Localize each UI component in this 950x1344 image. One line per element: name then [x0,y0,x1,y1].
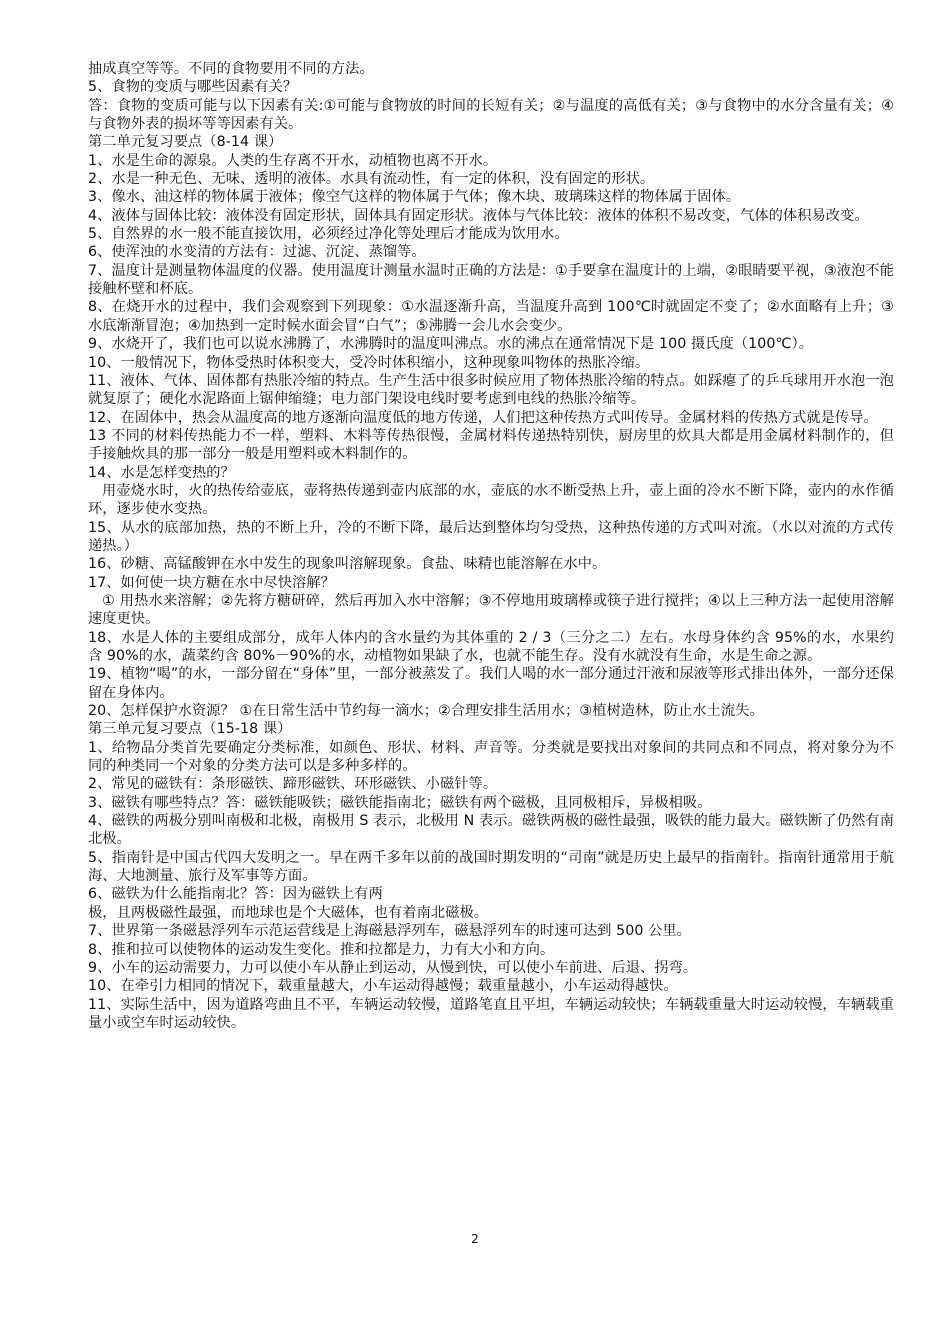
list-item: 4、液体与固体比较：液体没有固定形状，固体具有固定形状。液体与气体比较：液体的体积不易改变，气体的体积易改变。 [88,207,869,224]
list-item: 1、水是生命的源泉。人类的生存离不开水，动植物也离不开水。 [88,152,498,169]
list-item: 1、给物品分类首先要确定分类标准，如颜色、形状、材料、声音等。分类就是要找出对象间的共同点和不同点，将对象分为不同的种类同一个对象的分类方法可以是多种多样的。 [88,739,894,775]
list-item: 5、自然界的水一般不能直接饮用，必须经过净化等处理后才能成为饮用水。 [88,226,569,243]
list-item: 11、液体、气体、固体都有热胀冷缩的特点。生产生活中很多时候应用了物体热胀冷缩的特点。如踩瘪了的乒乓球用开水泡一泡就复原了；硬化水泥路面上锯伸缩缝；电力部门架设电线时要考虑到电线的热胀冷缩等。 [88,372,894,408]
list-item: 8、推和拉可以使物体的运动发生变化。推和拉都是力，力有大小和方向。 [88,941,555,958]
list-item: 17、如何使一块方糖在水中尽快溶解？ [88,574,335,591]
list-item: 7、世界第一条磁悬浮列车示范运营线是上海磁悬浮列车，磁悬浮列车的时速可达到 500 公里。 [88,923,691,940]
list-item: 8、在烧开水的过程中，我们会观察到下列现象：①水温逐渐升高，当温度升高到 100℃时就固定不变了；②水面略有上升；③水底渐渐冒泡；④加热到一定时候水面会冒“白气”；⑤沸腾一会儿水会变少。 [88,299,894,334]
list-item: 2、水是一种无色、无味、透明的液体。水具有流动性，有一定的体积，没有固定的形状。 [88,171,655,188]
list-item: 20、怎样保护水资源？ ①在日常生活中节约每一滴水；②合理安排生活用水；③植树造林，防止水土流失。 [88,703,764,720]
list-item: 5、指南针是中国古代四大发明之一。早在两千多年以前的战国时期发明的“司南”就是历史上最早的指南针。指南针通常用于航海、大地测量、旅行及军事等方面。 [88,849,894,885]
text-line: 抽成真空等等。不同的食物要用不同的方法。 [88,61,374,77]
list-item: 6、磁铁为什么能指南北？答：因为磁铁上有两 [88,886,383,903]
list-item: 7、温度计是测量物体温度的仪器。使用温度计测量水温时正确的方法是：①手要拿在温度计的上端，②眼睛要平视，③液泡不能接触杯壁和杯底。 [88,262,894,298]
list-item: 14、水是怎样变热的？ [88,464,235,481]
list-item: 3、像水、油这样的物体属于液体；像空气这样的物体属于气体；像木块、玻璃珠这样的物体属于固体。 [88,189,741,206]
list-item: 3、磁铁有哪些特点？答：磁铁能吸铁；磁铁能指南北；磁铁有两个磁极，且同极相斥，异极相吸。 [88,794,712,811]
page-number: 2 [471,1232,479,1246]
document-body [88,60,894,1032]
answer-paragraph: 用壶烧水时，火的热传给壶底，壶将热传递到壶内底部的水，壶底的水不断受热上升，壶上面的冷水不断下降，壶内的水作循环，逐步使水变热。 [88,482,894,518]
list-item: 11、实际生活中，因为道路弯曲且不平，车辆运动较慢，道路笔直且平坦，车辆运动较快；车辆载重量大时运动较慢，车辆载重量小或空车时运动较快。 [88,996,894,1031]
list-item: 10、一般情况下，物体受热时体积变大，受冷时体积缩小，这种现象叫物体的热胀冷缩。 [88,354,650,371]
list-item: 19、植物“喝”的水，一部分留在“身体”里，一部分被蒸发了。我们人喝的水一部分通过汗液和尿液等形式排出体外，一部分还保留在身体内。 [88,666,894,701]
answer-paragraph: ① 用热水来溶解；②先将方糖研碎，然后再加入水中溶解；③不停地用玻璃棒或筷子进行搅拌；④以上三种方法一起使用溶解速度更快。 [88,592,894,628]
list-item: 4、磁铁的两极分别叫南极和北极，南极用 S 表示，北极用 N 表示。磁铁两极的磁性最强，吸铁的能力最大。磁铁断了仍然有南北极。 [88,813,894,848]
list-item: 10、在牵引力相同的情况下，载重量越大，小车运动得越慢；载重量越小，小车运动得越快。 [88,978,678,995]
answer-5: 答：食物的变质可能与以下因素有关:①可能与食物放的时间的长短有关；②与温度的高低有关；③与食物中的水分含量有关；④与食物外表的损坏等等因素有关。 [88,97,894,133]
list-item: 16、砂糖、高锰酸钾在水中发生的现象叫溶解现象。食盐、味精也能溶解在水中。 [88,556,607,573]
question-5: 5、食物的变质与哪些因素有关？ [88,79,298,96]
list-item: 9、小车的运动需要力，力可以使小车从静止到运动，从慢到快，可以使小车前进、后退、拐弯。 [88,959,698,976]
list-item: 15、从水的底部加热，热的不断上升，冷的不断下降，最后达到整体均匀受热，这种热传递的方式叫对流。（水以对流的方式传递热。） [88,519,894,554]
list-item: 6、使浑浊的水变清的方法有：过滤、沉淀、蒸馏等。 [88,244,426,261]
list-item: 18、水是人体的主要组成部分，成年人体内的含水量约为其体重的 2 / 3（三分之二）左右。水母身体约含 95%的水，水果约含 90%的水，蔬菜约含 80%－90%的水，动植物如果缺了水，也就不能生存。没有水就没有生命，水是生命之源。 [88,629,894,664]
list-item-continuation: 极，且两极磁性最强，而地球也是个大磁体，也有着南北磁极。 [88,904,489,921]
section-heading-unit-3: 第三单元复习要点（15-18 课） [88,721,292,738]
list-item: 13 不同的材料传热能力不一样，塑料、木料等传热很慢，金属材料传递热特别快，厨房里的炊具大都是用金属材料制作的，但手接触炊具的那一部分一般是用塑料或木料制作的。 [88,427,894,463]
list-item: 12、在固体中，热会从温度高的地方逐渐向温度低的地方传递，人们把这种传热方式叫传导。金属材料的传热方式就是传导。 [88,409,878,426]
list-item: 9、水烧开了，我们也可以说水沸腾了，水沸腾时的温度叫沸点。水的沸点在通常情况下是 100 摄氏度（100℃）。 [88,336,813,353]
section-heading-unit-2: 第二单元复习要点（8-14 课） [88,134,283,151]
list-item: 2、常见的磁铁有：条形磁铁、蹄形磁铁、环形磁铁、小磁针等。 [88,776,498,793]
